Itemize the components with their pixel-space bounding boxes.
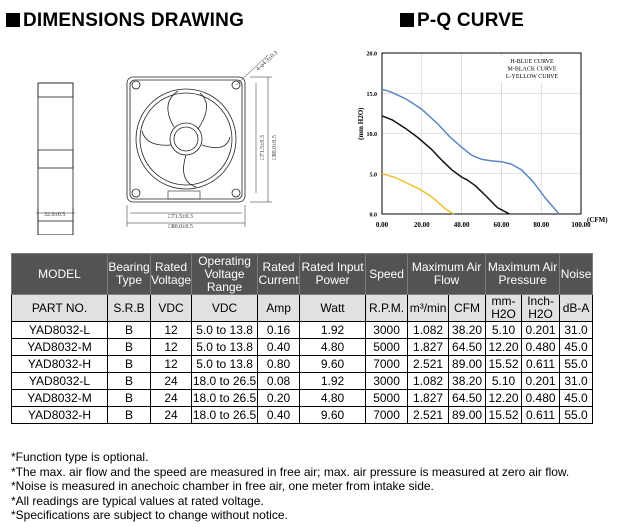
pq-title-text: P-Q CURVE <box>417 10 525 31</box>
table-row <box>12 407 593 424</box>
series-line-1 <box>382 116 509 214</box>
table-cell: 0.201 <box>522 373 560 390</box>
y-tick-label: 0.0 <box>369 212 377 219</box>
y-tick-label: 15.0 <box>366 91 377 98</box>
table-cell: B <box>108 356 151 373</box>
col-header-model: MODEL <box>12 254 108 295</box>
table-cell: 89.00 <box>449 407 486 424</box>
table-cell: 64.50 <box>449 390 486 407</box>
col-header-noise: Noise <box>560 254 593 295</box>
table-cell: 5000 <box>366 339 408 356</box>
legend-entry: H-BLUE CURVE <box>510 59 554 65</box>
unit-cell: S.R.B <box>108 295 151 322</box>
units-row <box>12 295 593 322</box>
footnote: *Specifications are subject to change without notice. <box>11 508 288 522</box>
table-cell: 2.521 <box>408 407 449 424</box>
table-cell: 38.20 <box>449 373 486 390</box>
y-tick-label: 10.0 <box>366 132 377 138</box>
table-cell: 24 <box>151 407 192 424</box>
table-cell: 7000 <box>366 407 408 424</box>
legend-entry: L-YELLOW CURVE <box>505 74 559 80</box>
unit-cell: dB-A <box>560 295 593 322</box>
table-cell: 15.52 <box>486 356 522 373</box>
x-tick-label: 80.00 <box>533 221 550 229</box>
dimensions-title <box>6 10 244 32</box>
col-header-speed: Speed <box>366 254 408 295</box>
table-cell: 5.10 <box>486 322 522 339</box>
table-cell: YAD8032-H <box>12 407 108 424</box>
series-line-2 <box>382 174 454 214</box>
footnote: *All readings are typical values at rated voltage. <box>11 493 264 508</box>
chart-legend <box>486 56 576 82</box>
table-cell: 12.20 <box>486 390 522 407</box>
table-cell: 31.0 <box>560 373 593 390</box>
col-header-voltage: Rated Voltage <box>151 254 192 295</box>
hole-spacing-label-side: □71.5±0.3 <box>260 135 266 160</box>
table-cell: 4.80 <box>300 339 366 356</box>
dimensions-drawing <box>0 35 330 235</box>
x-tick-labels <box>376 221 591 229</box>
legend-entry: M-BLACK CURVE <box>507 66 557 73</box>
pq-title <box>400 10 524 32</box>
unit-cell: VDC <box>151 295 192 322</box>
table-cell: 89.00 <box>449 356 486 373</box>
footnote: *Function type is optional. <box>11 450 149 464</box>
frame-size-label-bottom: □80.0±0.5 <box>168 224 193 230</box>
series-line-0 <box>382 89 559 214</box>
unit-cell: Amp <box>258 295 300 322</box>
y-axis-label: (mm H2O) <box>357 107 365 140</box>
table-cell: 1.92 <box>300 322 366 339</box>
col-header-air-flow: Maximum Air Flow <box>408 254 486 295</box>
col-header-bearing: Bearing Type <box>108 254 151 295</box>
table-cell: 18.0 to 26.5 <box>192 407 257 422</box>
unit-cell: VDC <box>192 295 258 322</box>
table-cell: YAD8032-M <box>12 339 108 356</box>
table-cell: 1.92 <box>300 373 366 390</box>
table-cell: 12 <box>151 356 192 373</box>
x-tick-label: 100.00 <box>571 221 591 229</box>
table-cell: 5.0 to 13.8 <box>192 356 258 373</box>
y-tick-label: 20.0 <box>366 51 377 58</box>
table-cell: 1.827 <box>408 390 449 407</box>
table-cell: 3000 <box>366 373 408 390</box>
table-header-row <box>12 254 593 295</box>
table-cell: B <box>108 407 151 424</box>
unit-cell: CFM <box>449 295 486 322</box>
table-cell: 24 <box>151 373 192 390</box>
table-cell: 0.40 <box>258 407 300 424</box>
unit-cell: m³/min <box>408 295 449 322</box>
col-header-air-pressure: Maximum Air Pressure <box>486 254 560 295</box>
y-tick-label: 5.0 <box>369 172 377 179</box>
unit-cell: PART NO. <box>12 295 108 322</box>
table-cell: 12 <box>151 339 192 356</box>
table-cell: 12.20 <box>486 339 522 356</box>
table-cell: 55.0 <box>560 356 593 373</box>
table-cell: 0.480 <box>522 339 560 356</box>
table-cell: B <box>108 322 151 339</box>
hole-spacing-label-bottom: □71.5±0.3 <box>168 214 193 220</box>
table-cell: 9.60 <box>300 356 366 373</box>
table-cell: 64.50 <box>449 339 486 356</box>
unit-cell: Inch- H2O <box>522 295 560 322</box>
table-row <box>12 339 593 356</box>
table-cell: B <box>108 390 151 407</box>
footnote: *Noise is measured in anechoic chamber in free air, one meter from intake side. <box>11 479 434 493</box>
table-cell: 0.20 <box>258 390 300 407</box>
table-cell: 55.0 <box>560 407 593 424</box>
table-cell: 15.52 <box>486 407 522 424</box>
table-cell: 18.0 to 26.5 <box>192 373 257 388</box>
footnote: *The max. air flow and the speed are measured in free air; max. air pressure is measured at zero air flow. <box>11 464 570 479</box>
table-cell: 12 <box>151 322 192 339</box>
table-cell: 1.082 <box>408 322 449 339</box>
table-cell: 5.0 to 13.8 <box>192 322 258 339</box>
x-tick-label: 60.00 <box>493 221 510 229</box>
frame-size-label-side: □80.0±0.5 <box>272 135 278 160</box>
y-tick-labels <box>367 52 378 219</box>
col-header-power: Rated Input Power <box>300 254 366 295</box>
table-cell: B <box>108 339 151 356</box>
spec-table <box>11 253 593 424</box>
table-cell: 0.611 <box>522 356 560 373</box>
table-cell: 45.0 <box>560 339 593 356</box>
table-cell: 38.20 <box>449 322 486 339</box>
col-header-current: Rated Current <box>258 254 300 295</box>
x-tick-label: 40.00 <box>453 221 470 229</box>
table-cell: 0.16 <box>258 322 300 339</box>
table-row <box>12 373 593 390</box>
table-cell: 2.521 <box>408 356 449 373</box>
square-bullet-icon <box>400 13 414 27</box>
table-cell: YAD8032-M <box>12 390 108 407</box>
x-tick-label: 0.00 <box>375 221 389 229</box>
footnotes <box>11 450 569 523</box>
table-cell: 24 <box>151 390 192 407</box>
table-cell: 0.08 <box>258 373 300 390</box>
unit-cell: R.P.M. <box>366 295 408 322</box>
table-cell: 0.80 <box>258 356 300 373</box>
side-width-label: 32.0±0.5 <box>44 212 66 218</box>
table-row <box>12 322 593 339</box>
table-cell: 9.60 <box>300 407 366 424</box>
fan-front-view <box>127 77 245 202</box>
table-cell: 0.611 <box>522 407 560 424</box>
table-cell: YAD8032-L <box>12 373 108 390</box>
table-cell: 0.201 <box>522 322 560 339</box>
table-cell: 1.827 <box>408 339 449 356</box>
col-header-voltage-range: Operating Voltage Range <box>192 254 258 295</box>
table-cell: 31.0 <box>560 322 593 339</box>
unit-cell: mm- H2O <box>486 295 522 322</box>
diagonal-hole-label: 4-φ4.3±0.3 <box>255 50 280 73</box>
x-tick-label: 20.00 <box>413 221 430 229</box>
table-cell: 0.40 <box>258 339 300 356</box>
table-cell: 1.082 <box>408 373 449 390</box>
x-axis-label: (CFM) <box>587 216 608 224</box>
table-row <box>12 390 593 407</box>
table-cell: 4.80 <box>300 390 366 407</box>
pq-curve-chart <box>340 40 635 240</box>
dimensions-title-text: DIMENSIONS DRAWING <box>23 10 245 31</box>
table-cell: 5.10 <box>486 373 522 390</box>
table-cell: B <box>108 373 151 390</box>
table-row <box>12 356 593 373</box>
table-cell: 5000 <box>366 390 408 407</box>
table-cell: 0.480 <box>522 390 560 407</box>
chart-series <box>382 89 559 214</box>
table-cell: 3000 <box>366 322 408 339</box>
table-cell: 5.0 to 13.8 <box>192 339 258 356</box>
square-bullet-icon <box>6 13 20 27</box>
table-cell: 45.0 <box>560 390 593 407</box>
table-cell: YAD8032-H <box>12 356 108 373</box>
table-cell: YAD8032-L <box>12 322 108 339</box>
table-cell: 18.0 to 26.5 <box>192 390 257 405</box>
table-cell: 7000 <box>366 356 408 373</box>
unit-cell: Watt <box>300 295 366 322</box>
